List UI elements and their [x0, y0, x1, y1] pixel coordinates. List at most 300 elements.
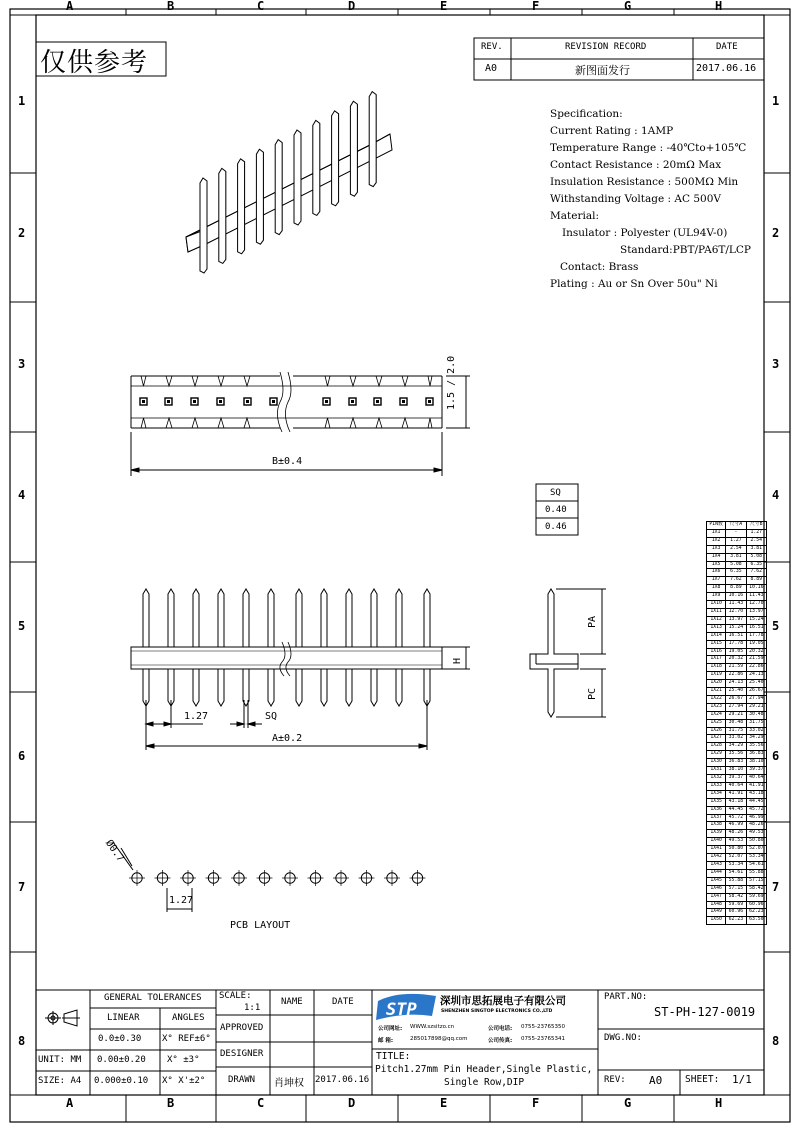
pin-size-table — [706, 521, 767, 925]
size-table-cell: 1X9 — [707, 593, 726, 601]
size-table-cell: 1X24 — [707, 711, 726, 719]
date-value: 2017.06.16 — [696, 63, 757, 74]
size-table-cell: 1X49 — [707, 909, 726, 917]
front-pin-bottom — [396, 669, 402, 706]
size-table-row — [707, 695, 767, 703]
size-table-cell: 34.29 — [746, 735, 766, 743]
size-table-cell: 16.51 — [726, 632, 746, 640]
front-pin-bottom — [193, 669, 199, 706]
size-table-cell: 1X38 — [707, 822, 726, 830]
size-table-row — [707, 759, 767, 767]
size-table-cell: 43.18 — [746, 790, 766, 798]
size-table-cell: 1X41 — [707, 846, 726, 854]
size-table-cell: 1X40 — [707, 838, 726, 846]
size-table-cell: - — [726, 529, 746, 537]
size-table-row — [707, 861, 767, 869]
grid-row-2: 2 — [18, 226, 26, 240]
designer-label: DESIGNER — [220, 1049, 264, 1059]
size-table-cell: 45.72 — [746, 806, 766, 814]
size-table-cell: 1X3 — [707, 545, 726, 553]
front-pin-top — [424, 589, 430, 647]
top-notch — [166, 418, 172, 428]
size-table-cell: 58.42 — [746, 885, 766, 893]
linear-tolerance-3: 0.000±0.10 — [94, 1076, 149, 1086]
size-table-cell: 25.40 — [726, 688, 746, 696]
size-table-cell: 35.56 — [746, 743, 766, 751]
size-table-row — [707, 608, 767, 616]
dim-b-label: B±0.4 — [272, 456, 303, 467]
size-table-header-b: 尺寸B — [746, 522, 766, 530]
front-pin-top — [218, 589, 224, 647]
linear-tolerance-1: 0.0±0.30 — [98, 1034, 142, 1044]
drawn-label: DRAWN — [228, 1075, 256, 1085]
size-table-cell: 1X10 — [707, 601, 726, 609]
size-table-cell: 1X20 — [707, 680, 726, 688]
scale-label: SCALE: — [219, 991, 252, 1001]
front-pin-top — [346, 589, 352, 647]
grid-row-2-right: 2 — [772, 226, 780, 240]
linear-label: LINEAR — [107, 1013, 140, 1023]
size-table-row — [707, 656, 767, 664]
revision-record-value: 新图面发行 — [575, 64, 630, 77]
size-table-cell: 1X13 — [707, 624, 726, 632]
size-table-cell: 1X44 — [707, 869, 726, 877]
front-pin-bottom — [296, 669, 302, 706]
size-table-cell: 1X32 — [707, 775, 726, 783]
size-table-row — [707, 743, 767, 751]
top-notch — [192, 376, 198, 386]
size-table-cell: 35.56 — [726, 751, 746, 759]
size-table-cell: 1X42 — [707, 854, 726, 862]
grid-col-f-bottom: F — [532, 1096, 540, 1110]
front-pin-top — [296, 589, 302, 647]
size-table-cell: 17.78 — [746, 632, 766, 640]
top-notch — [141, 418, 146, 428]
grid-row-8-right: 8 — [772, 1034, 780, 1048]
size-table-cell: 46.99 — [746, 814, 766, 822]
size-table-cell: 1X48 — [707, 901, 726, 909]
size-table-cell: 40.64 — [726, 782, 746, 790]
grid-row-5-right: 5 — [772, 619, 780, 633]
size-table-cell: 1X15 — [707, 640, 726, 648]
linear-tolerance-2: 0.00±0.20 — [97, 1055, 146, 1065]
size-table-row — [707, 648, 767, 656]
size-table-cell: 60.96 — [746, 901, 766, 909]
size-table-row — [707, 688, 767, 696]
top-pin-square-inner — [246, 400, 249, 403]
part-no-value: ST-PH-127-0019 — [654, 1005, 756, 1019]
size-table-cell: 1X30 — [707, 759, 726, 767]
iso-pin — [369, 92, 376, 187]
grid-row-1-right: 1 — [772, 94, 780, 108]
rev-label: REV. — [481, 42, 503, 52]
size-table-cell: 1X7 — [707, 577, 726, 585]
top-notch — [244, 376, 250, 386]
size-table-cell: 27.94 — [746, 695, 766, 703]
size-table-cell: 20.32 — [726, 656, 746, 664]
size-table-cell: 63.50 — [746, 917, 766, 925]
size-table-row — [707, 917, 767, 925]
size-table-cell: 38.10 — [746, 759, 766, 767]
sheet-label: SHEET: — [685, 1074, 720, 1085]
drawn-by-name: 肖坤权 — [274, 1078, 304, 1089]
size-table-cell: 1X17 — [707, 656, 726, 664]
general-tolerances-label: GENERAL TOLERANCES — [104, 993, 202, 1003]
size-table-cell: 1X22 — [707, 695, 726, 703]
grid-col-c-bottom: C — [257, 1096, 265, 1110]
size-table-row — [707, 593, 767, 601]
front-pin-top — [243, 589, 249, 647]
sq-table-value-2: 0.46 — [545, 522, 567, 532]
size-table-header-row — [707, 522, 767, 530]
size-table-cell: 11.43 — [726, 601, 746, 609]
size-table-cell: 49.53 — [746, 830, 766, 838]
size-table-row — [707, 767, 767, 775]
iso-pin — [294, 130, 301, 225]
top-pin-square-inner — [142, 400, 145, 403]
name-label: NAME — [281, 997, 303, 1007]
size-table-cell: 29.21 — [746, 703, 766, 711]
size-table-cell: 49.53 — [726, 838, 746, 846]
size-table-row — [707, 664, 767, 672]
size-table-cell: 1X8 — [707, 585, 726, 593]
size-table-cell: 1X35 — [707, 798, 726, 806]
top-pin-square-inner — [219, 400, 222, 403]
size-table-cell: 11.43 — [746, 593, 766, 601]
grid-col-d-bottom: D — [348, 1096, 356, 1110]
size-table-row — [707, 727, 767, 735]
rev-field-value: A0 — [649, 1074, 663, 1087]
size-table-cell: 40.64 — [746, 775, 766, 783]
size-table-cell: 21.59 — [746, 656, 766, 664]
size-table-cell: 12.70 — [726, 608, 746, 616]
grid-col-a: A — [66, 0, 74, 13]
size-table-row — [707, 529, 767, 537]
size-table-cell: 1X29 — [707, 751, 726, 759]
size-table-cell: 7.62 — [726, 577, 746, 585]
pcb-hole-diameter-label: Ø0.7 — [102, 838, 126, 865]
size-table-row — [707, 775, 767, 783]
size-label: SIZE: A4 — [38, 1076, 82, 1086]
top-notch — [192, 418, 198, 428]
approved-label: APPROVED — [220, 1023, 264, 1033]
top-pin-square-inner — [376, 400, 379, 403]
size-table-cell: 1X36 — [707, 806, 726, 814]
size-table-cell: 12.70 — [746, 601, 766, 609]
size-table-cell: 25.40 — [746, 680, 766, 688]
revision-record-label: REVISION RECORD — [565, 42, 647, 52]
top-pin-square-inner — [428, 400, 431, 403]
size-table-cell: 55.88 — [726, 877, 746, 885]
grid-row-4-right: 4 — [772, 488, 780, 502]
size-table-row — [707, 569, 767, 577]
size-table-row — [707, 877, 767, 885]
iso-pin — [238, 159, 245, 254]
size-table-cell: 38.10 — [726, 767, 746, 775]
size-table-row — [707, 822, 767, 830]
spec-plating: Plating : Au or Sn Over 50u" Ni — [550, 278, 718, 290]
size-table-row — [707, 782, 767, 790]
size-table-cell: 1X6 — [707, 569, 726, 577]
dim-a-label: A±0.2 — [272, 733, 303, 744]
grid-col-e: E — [440, 0, 448, 13]
spec-current: Current Rating : 1AMP — [550, 125, 674, 137]
size-table-row — [707, 854, 767, 862]
spec-contact: Contact: Brass — [560, 261, 639, 273]
size-table-cell: 36.83 — [726, 759, 746, 767]
fax-label: 公司传真: — [488, 1038, 513, 1044]
dim-pc-label: PC — [587, 687, 598, 700]
grid-row-6: 6 — [18, 749, 26, 763]
pcb-pitch-label: 1.27 — [169, 895, 194, 906]
top-notch — [428, 376, 432, 386]
angle-tolerance-1: X° REF±6° — [162, 1034, 211, 1044]
iso-pin — [256, 149, 263, 244]
size-table-cell: 1X39 — [707, 830, 726, 838]
front-pin-bottom — [371, 669, 377, 706]
top-pin-square-inner — [193, 400, 196, 403]
title-line-1: Pitch1.27mm Pin Header,Single Plastic, — [375, 1064, 593, 1075]
size-table-row — [707, 545, 767, 553]
grid-col-g: G — [624, 0, 632, 13]
size-table-cell: 5.08 — [746, 553, 766, 561]
rev-value: A0 — [485, 63, 498, 74]
web-value: WWW.szsitzo.cn — [410, 1024, 455, 1030]
reference-stamp: 仅供参考 — [40, 48, 149, 78]
drawn-date: 2017.06.16 — [315, 1075, 370, 1085]
grid-row-4: 4 — [18, 488, 26, 502]
size-table-row — [707, 751, 767, 759]
size-table-cell: 31.75 — [746, 719, 766, 727]
size-table-header-pins: PIN数 — [707, 522, 726, 530]
size-table-cell: 33.02 — [746, 727, 766, 735]
top-notch — [244, 418, 250, 428]
size-table-cell: 30.48 — [726, 719, 746, 727]
size-table-cell: 1.27 — [726, 537, 746, 545]
size-table-row — [707, 553, 767, 561]
size-table-row — [707, 585, 767, 593]
size-table-cell: 16.51 — [746, 624, 766, 632]
size-table-cell: 1X23 — [707, 703, 726, 711]
size-table-cell: 53.34 — [726, 861, 746, 869]
size-table-cell: 57.15 — [746, 877, 766, 885]
size-table-cell: 6.35 — [746, 561, 766, 569]
specification-block — [550, 106, 751, 293]
top-notch — [376, 376, 382, 386]
size-table-cell: 39.37 — [726, 775, 746, 783]
size-table-cell: 24.13 — [726, 680, 746, 688]
size-table-cell: 3.81 — [726, 553, 746, 561]
grid-row-8: 8 — [18, 1034, 26, 1048]
size-table-cell: 44.45 — [726, 806, 746, 814]
size-table-cell: 1X34 — [707, 790, 726, 798]
grid-row-7-right: 7 — [772, 880, 780, 894]
size-table-cell: 10.16 — [746, 585, 766, 593]
top-notch — [218, 418, 224, 428]
size-table-cell: 10.16 — [726, 593, 746, 601]
front-pin-bottom — [268, 669, 274, 706]
size-table-row — [707, 577, 767, 585]
size-table-cell: 52.07 — [746, 846, 766, 854]
size-table-cell: 41.91 — [746, 782, 766, 790]
size-table-cell: 45.72 — [726, 814, 746, 822]
iso-pin — [275, 140, 282, 235]
size-table-cell: 26.67 — [726, 695, 746, 703]
front-pin-top — [371, 589, 377, 647]
top-pin-square-inner — [272, 400, 275, 403]
size-table-row — [707, 901, 767, 909]
top-pin-square-inner — [402, 400, 405, 403]
spec-voltage: Withstanding Voltage : AC 500V — [550, 193, 721, 205]
size-table-cell: 1X46 — [707, 885, 726, 893]
grid-col-b-bottom: B — [167, 1096, 175, 1110]
size-table-row — [707, 680, 767, 688]
size-table-cell: 36.83 — [746, 751, 766, 759]
top-notch — [325, 376, 330, 386]
size-table-row — [707, 711, 767, 719]
size-table-cell: 60.96 — [726, 909, 746, 917]
size-table-cell: 27.94 — [726, 703, 746, 711]
size-table-cell: 1X47 — [707, 893, 726, 901]
size-table-cell: 15.24 — [726, 624, 746, 632]
front-pin-bottom — [321, 669, 327, 706]
front-pin-top — [321, 589, 327, 647]
size-table-row — [707, 893, 767, 901]
spec-insulator: Insulator : Polyester (UL94V-0) — [562, 227, 728, 239]
size-table-cell: 1X33 — [707, 782, 726, 790]
size-table-cell: 1X27 — [707, 735, 726, 743]
iso-pin — [313, 120, 320, 215]
size-table-cell: 41.91 — [726, 790, 746, 798]
size-table-row — [707, 719, 767, 727]
size-table-cell: 1X12 — [707, 616, 726, 624]
size-table-cell: 20.32 — [746, 648, 766, 656]
sq-table-header: SQ — [550, 488, 561, 498]
size-table-row — [707, 806, 767, 814]
dim-pitch-label: 1.27 — [184, 711, 209, 722]
top-notch — [141, 376, 146, 386]
size-table-cell: 55.88 — [746, 869, 766, 877]
top-notch — [350, 376, 356, 386]
dim-sq-label: SQ — [265, 711, 278, 722]
size-table-cell: 48.26 — [746, 822, 766, 830]
grid-col-d: D — [348, 0, 356, 13]
top-pin-square-inner — [351, 400, 354, 403]
grid-col-h-bottom: H — [715, 1096, 723, 1110]
grid-row-7: 7 — [18, 880, 26, 894]
angles-label: ANGLES — [172, 1013, 205, 1023]
grid-col-c: C — [257, 0, 265, 13]
size-table-cell: 34.29 — [726, 743, 746, 751]
size-table-cell: 19.05 — [726, 648, 746, 656]
size-table-cell: 22.86 — [726, 672, 746, 680]
front-pin-top — [396, 589, 402, 647]
size-table-cell: 1X50 — [707, 917, 726, 925]
dim-height-side-label: 1.5 / 2.0 — [446, 355, 457, 410]
size-table-cell: 19.05 — [746, 640, 766, 648]
size-table-cell: 31.75 — [726, 727, 746, 735]
size-table-cell: 62.23 — [746, 909, 766, 917]
size-table-cell: 39.37 — [746, 767, 766, 775]
size-table-cell: 59.69 — [746, 893, 766, 901]
size-table-cell: 1X21 — [707, 688, 726, 696]
phone-value: 0755-23765350 — [521, 1024, 565, 1030]
front-pin-bottom — [218, 669, 224, 706]
company-name-en: SHENZHEN SINGTOP ELECTRONICS CO.,LTD — [441, 1009, 553, 1014]
size-table-cell: 3.81 — [746, 545, 766, 553]
size-table-cell: 5.08 — [726, 561, 746, 569]
company-logo-icon — [376, 994, 436, 1020]
size-table-row — [707, 601, 767, 609]
size-table-cell: 2.54 — [746, 537, 766, 545]
size-table-row — [707, 640, 767, 648]
front-pin-bottom — [346, 669, 352, 706]
grid-row-1: 1 — [18, 94, 26, 108]
dim-pa-label: PA — [587, 615, 598, 628]
grid-row-3-right: 3 — [772, 357, 780, 371]
front-pin-top — [168, 589, 174, 647]
size-table-cell: 21.59 — [726, 664, 746, 672]
svg-text:STP: STP — [386, 1000, 417, 1020]
grid-col-g-bottom: G — [624, 1096, 632, 1110]
size-table-row — [707, 814, 767, 822]
size-table-cell: 48.26 — [726, 830, 746, 838]
size-table-row — [707, 703, 767, 711]
size-table-row — [707, 624, 767, 632]
size-table-cell: 58.42 — [726, 893, 746, 901]
size-table-row — [707, 561, 767, 569]
spec-temperature: Temperature Range : -40℃to+105℃ — [550, 142, 747, 154]
size-table-cell: 44.45 — [746, 798, 766, 806]
sq-table-value-1: 0.40 — [545, 505, 567, 515]
size-table-cell: 59.69 — [726, 901, 746, 909]
fax-value: 0755-23765341 — [521, 1036, 565, 1042]
size-table-cell: 1X14 — [707, 632, 726, 640]
top-notch — [166, 376, 172, 386]
size-table-cell: 13.97 — [746, 608, 766, 616]
size-table-cell: 43.18 — [726, 798, 746, 806]
email-label: 邮 箱: — [378, 1038, 394, 1044]
size-table-cell: 1X19 — [707, 672, 726, 680]
top-notch — [350, 418, 356, 428]
top-pin-square-inner — [167, 400, 170, 403]
grid-row-6-right: 6 — [772, 749, 780, 763]
dim-h-label: H — [452, 657, 463, 664]
size-table-cell: 1X25 — [707, 719, 726, 727]
part-no-label: PART.NO: — [604, 992, 648, 1002]
size-table-cell: 1X4 — [707, 553, 726, 561]
size-table-cell: 1X2 — [707, 537, 726, 545]
size-table-cell: 54.61 — [726, 869, 746, 877]
size-table-cell: 1X5 — [707, 561, 726, 569]
top-notch — [402, 418, 408, 428]
size-table-row — [707, 838, 767, 846]
size-table-row — [707, 672, 767, 680]
size-table-cell: 1X26 — [707, 727, 726, 735]
size-table-cell: 50.80 — [726, 846, 746, 854]
top-notch — [325, 418, 330, 428]
dwg-no-label: DWG.NO: — [604, 1033, 642, 1043]
size-table-header-a: 尺寸A — [726, 522, 746, 530]
size-table-row — [707, 846, 767, 854]
size-table-cell: 54.61 — [746, 861, 766, 869]
size-table-cell: 1X11 — [707, 608, 726, 616]
phone-label: 公司电话: — [488, 1026, 513, 1032]
size-table-cell: 1X1 — [707, 529, 726, 537]
size-table-cell: 17.78 — [726, 640, 746, 648]
size-table-row — [707, 735, 767, 743]
grid-col-f: F — [532, 0, 540, 13]
